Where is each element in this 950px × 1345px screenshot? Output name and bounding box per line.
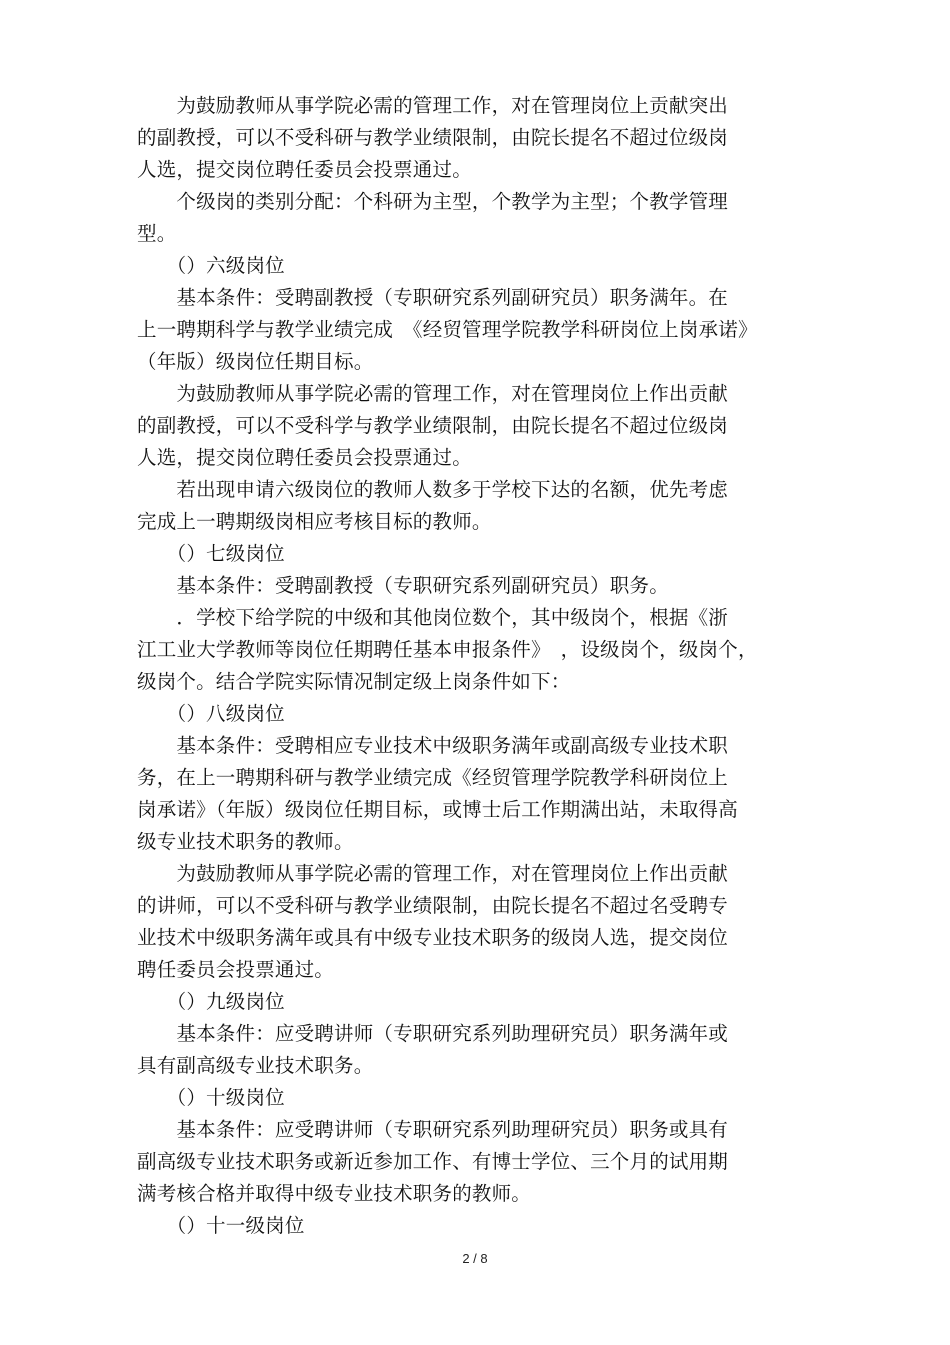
text-line: 级岗个。结合学院实际情况制定级上岗条件如下： [137,670,571,693]
text-line: 聘任委员会投票通过。 [137,958,335,981]
text-line: ．学校下给学院的中级和其他岗位数个，其中级岗个，根据《浙 [137,606,729,629]
text-line: 型。 [137,222,177,245]
text-line: 基本条件：应受聘讲师（专职研究系列助理研究员）职务满年或 [137,1022,729,1045]
text-line: 基本条件：受聘副教授（专职研究系列副研究员）职务满年。在 [137,286,729,309]
section-heading: （）六级岗位 [137,254,285,277]
text-line: 副高级专业技术职务或新近参加工作、有博士学位、三个月的试用期 [137,1150,729,1173]
section-heading: （）十一级岗位 [137,1214,305,1237]
text-line: 具有副高级专业技术职务。 [137,1054,374,1077]
text-line: 为鼓励教师从事学院必需的管理工作，对在管理岗位上作出贡献 [137,382,729,405]
text-line: （年版）级岗位任期目标。 [137,350,374,373]
section-heading: （）十级岗位 [137,1086,285,1109]
text-line: 个级岗的类别分配：个科研为主型，个教学为主型；个教学管理 [137,190,729,213]
text-line: 业技术中级职务满年或具有中级专业技术职务的级岗人选，提交岗位 [137,926,729,949]
text-line: 的讲师，可以不受科研与教学业绩限制，由院长提名不超过名受聘专 [137,894,729,917]
text-line: 为鼓励教师从事学院必需的管理工作，对在管理岗位上作出贡献 [137,862,729,885]
text-line: 基本条件：受聘副教授（专职研究系列副研究员）职务。 [137,574,669,597]
text-line: 若出现申请六级岗位的教师人数多于学校下达的名额，优先考虑 [137,478,729,501]
text-line: 人选，提交岗位聘任委员会投票通过。 [137,446,472,469]
text-line: 上一聘期科学与教学业绩完成 《经贸管理学院教学科研岗位上岗承诺》 [137,318,758,341]
text-line: 人选，提交岗位聘任委员会投票通过。 [137,158,472,181]
text-line: 满考核合格并取得中级专业技术职务的教师。 [137,1182,532,1205]
section-heading: （）九级岗位 [137,990,285,1013]
text-line: 务，在上一聘期科研与教学业绩完成《经贸管理学院教学科研岗位上 [137,766,729,789]
text-line: 江工业大学教师等岗位任期聘任基本申报条件》 ，设级岗个，级岗个， [137,638,758,661]
text-line: 完成上一聘期级岗相应考核目标的教师。 [137,510,492,533]
section-heading: （）七级岗位 [137,542,285,565]
text-line: 岗承诺》（年版）级岗位任期目标，或博士后工作期满出站，未取得高 [137,798,738,821]
page-number: 2 / 8 [462,1251,488,1266]
section-heading: （）八级岗位 [137,702,285,725]
text-line: 为鼓励教师从事学院必需的管理工作，对在管理岗位上贡献突出 [137,94,729,117]
text-line: 的副教授，可以不受科研与教学业绩限制，由院长提名不超过位级岗 [137,126,729,149]
text-line: 的副教授，可以不受科学与教学业绩限制，由院长提名不超过位级岗 [137,414,729,437]
text-line: 基本条件：应受聘讲师（专职研究系列助理研究员）职务或具有 [137,1118,729,1141]
text-line: 基本条件：受聘相应专业技术中级职务满年或副高级专业技术职 [137,734,729,757]
text-line: 级专业技术职务的教师。 [137,830,354,853]
